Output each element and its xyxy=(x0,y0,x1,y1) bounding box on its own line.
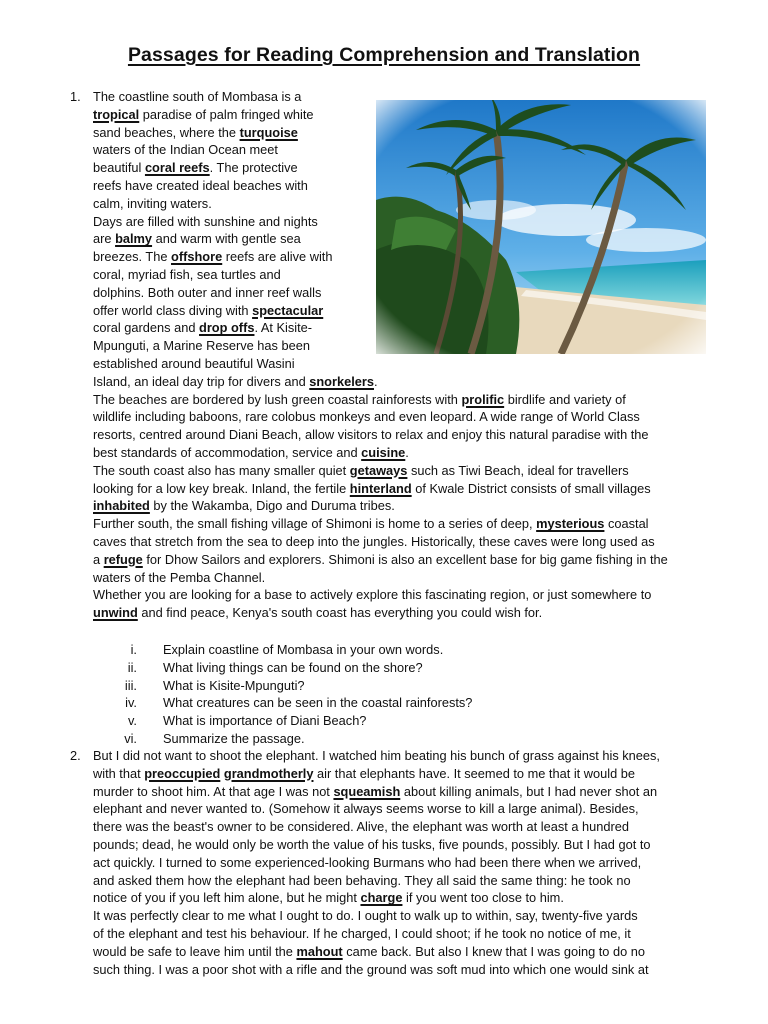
text-span: reefs have created ideal beaches with xyxy=(93,177,308,193)
text-span: Mpunguti, a Marine Reserve has been xyxy=(93,338,310,354)
passage-1-narrow-text xyxy=(93,88,378,391)
text-span: But I did not want to shoot the elephant. I watched him beating his bunch of grass against his knees, xyxy=(93,748,660,763)
text-span: of the elephant and test his behaviour. If he charged, I could shoot; if he took no notice of me, it xyxy=(93,925,631,941)
text-span: Whether you are looking for a base to actively explore this fascinating region, or just somewhere to xyxy=(93,587,652,603)
vocabulary-word: prolific xyxy=(461,391,505,407)
text-span: pounds; dead, he would only be worth the value of his tusks, five pounds, possibly. But I had got to xyxy=(93,836,651,852)
text-span: coral gardens and xyxy=(93,320,199,336)
text-line xyxy=(93,426,723,444)
text-span: birdlife and variety of xyxy=(504,391,626,407)
text-line xyxy=(93,872,723,890)
text-line xyxy=(93,551,723,569)
text-line xyxy=(93,961,723,979)
text-span: dolphins. Both outer and inner reef walls xyxy=(93,284,322,300)
text-span: murder to shoot him. At that age I was not xyxy=(93,783,334,799)
text-span: if you went too close to him. xyxy=(402,890,564,906)
text-span: such as Tiwi Beach, ideal for travellers xyxy=(407,462,629,478)
question-number: ii. xyxy=(127,659,137,675)
text-span: would be safe to leave him until the xyxy=(93,943,297,959)
passage-2-text xyxy=(93,747,723,978)
text-span: sand beaches, where the xyxy=(93,124,240,140)
vocabulary-word: squeamish xyxy=(333,783,401,799)
text-span: coral, myriad fish, sea turtles and xyxy=(93,266,281,282)
text-line xyxy=(93,907,723,925)
vocabulary-word: charge xyxy=(360,890,403,906)
text-line xyxy=(93,533,723,551)
text-line xyxy=(93,88,363,106)
text-span: It was perfectly clear to me what I ought to do. I ought to walk up to within, say, twenty-five yards xyxy=(93,908,638,924)
text-span: The coastline south of Mombasa is a xyxy=(93,89,302,104)
vocabulary-word: cuisine xyxy=(361,444,406,460)
text-line xyxy=(93,943,723,961)
vocabulary-word: snorkelers xyxy=(309,373,374,389)
text-span: there was the beast's owner to be considered. Alive, the elephant was worth at least a hundred xyxy=(93,819,629,835)
question-number: iv. xyxy=(125,695,137,711)
text-line xyxy=(93,586,723,604)
text-span: waters of the Pemba Channel. xyxy=(93,569,266,585)
text-span: The south coast also has many smaller quiet xyxy=(93,462,350,478)
text-span: breezes. The xyxy=(93,249,172,265)
question-text: Summarize the passage. xyxy=(163,731,305,746)
text-line xyxy=(93,480,723,498)
text-line xyxy=(93,747,723,765)
text-span: caves that stretch from the sea to deep into the jungles. Historically, these caves were long used as xyxy=(93,533,655,549)
text-line xyxy=(93,836,723,854)
text-span: and warm with gentle sea xyxy=(152,231,301,247)
beach-palm-photo xyxy=(376,100,706,354)
text-span: . At Kisite- xyxy=(254,320,313,336)
text-span: offer world class diving with xyxy=(93,302,253,318)
text-line xyxy=(93,302,363,320)
question-text: What creatures can be seen in the coastal rainforests? xyxy=(163,695,473,711)
text-line xyxy=(93,195,363,213)
text-line xyxy=(93,497,723,515)
text-line xyxy=(93,248,363,266)
text-span: coastal xyxy=(604,516,649,532)
text-span: looking for a low key break. Inland, the fertile xyxy=(93,480,350,496)
vocabulary-word: grandmotherly xyxy=(223,765,314,781)
text-line xyxy=(93,765,723,783)
text-line xyxy=(93,604,723,622)
text-line xyxy=(93,800,723,818)
question-text: What living things can be found on the shore? xyxy=(163,659,423,675)
text-span: calm, inviting waters. xyxy=(93,195,212,211)
question-number: iii. xyxy=(124,677,137,693)
text-line xyxy=(93,783,723,801)
text-span: act quickly. I turned to some experienced-looking Burmans who had been there when we arrived, xyxy=(93,854,642,870)
text-span: for Dhow Sailors and explorers. Shimoni is also an excellent base for big game fishing in the xyxy=(142,551,668,567)
text-span: . xyxy=(373,373,378,389)
text-line xyxy=(93,337,363,355)
text-line xyxy=(93,854,723,872)
text-line xyxy=(93,230,363,248)
text-line xyxy=(93,889,723,907)
text-line xyxy=(93,925,723,943)
text-line xyxy=(93,462,723,480)
text-line xyxy=(93,444,723,462)
vocabulary-word: spectacular xyxy=(252,302,324,318)
text-line xyxy=(93,124,363,142)
text-line xyxy=(93,355,363,373)
text-span: and asked them how the elephant had been behaving. They all said the same thing: he took no xyxy=(93,872,631,888)
question-text: What is importance of Diani Beach? xyxy=(163,713,367,729)
vocabulary-word: coral reefs xyxy=(144,160,210,176)
passage-2-number: 2. xyxy=(70,748,81,763)
vocabulary-word: getaways xyxy=(349,462,408,478)
text-span: by the Wakamba, Digo and Duruma tribes. xyxy=(149,498,395,514)
vocabulary-word: unwind xyxy=(93,605,138,621)
text-span: . xyxy=(405,444,409,460)
question-number: vi. xyxy=(124,731,137,746)
vocabulary-word: inhabited xyxy=(93,498,150,514)
question-text: What is Kisite-Mpunguti? xyxy=(163,677,305,693)
text-span: wildlife including baboons, rare colobus monkeys and even leopard. A wide range of World Class xyxy=(93,409,640,425)
text-line xyxy=(93,106,363,124)
text-span: Island, an ideal day trip for divers and xyxy=(93,373,310,389)
question-text: Explain coastline of Mombasa in your own words. xyxy=(163,642,444,657)
text-span: about killing animals, but I had never shot an xyxy=(400,783,658,799)
text-line xyxy=(93,569,723,587)
vocabulary-word: mysterious xyxy=(536,516,605,532)
text-span: and find peace, Kenya's south coast has everything you could wish for. xyxy=(137,605,543,621)
text-line xyxy=(93,266,363,284)
text-line xyxy=(93,818,723,836)
question-number: i. xyxy=(130,642,137,657)
text-line xyxy=(93,391,723,409)
text-span: Days are filled with sunshine and nights xyxy=(93,213,318,229)
vocabulary-word: preoccupied xyxy=(144,765,221,781)
text-line xyxy=(93,159,363,177)
text-span: Further south, the small fishing village of Shimoni is home to a series of deep, xyxy=(93,516,537,532)
text-span: paradise of palm fringed white xyxy=(139,106,314,122)
text-line xyxy=(93,515,723,533)
text-line xyxy=(93,408,723,426)
text-span: The beaches are bordered by lush green coastal rainforests with xyxy=(93,391,462,407)
text-span: elephant and never wanted to. (Somehow it always seems worse to kill a large animal). Besides, xyxy=(93,801,639,817)
vocabulary-word: balmy xyxy=(115,231,153,247)
vocabulary-word: hinterland xyxy=(349,480,412,496)
vocabulary-word: mahout xyxy=(296,943,343,959)
text-line xyxy=(93,373,378,391)
text-span: air that elephants have. It seemed to me that it would be xyxy=(313,765,636,781)
text-span: best standards of accommodation, service and xyxy=(93,444,362,460)
question-number: v. xyxy=(127,713,137,729)
text-line xyxy=(93,319,363,337)
text-span: a xyxy=(93,551,104,567)
text-span: with that xyxy=(93,765,145,781)
vocabulary-word: offshore xyxy=(171,249,223,265)
text-span: are xyxy=(93,231,116,247)
text-line xyxy=(93,177,363,195)
text-span: beautiful xyxy=(93,160,145,176)
vocabulary-word: turquoise xyxy=(239,124,298,140)
text-line xyxy=(93,141,363,159)
vocabulary-word: tropical xyxy=(93,106,140,122)
text-span: resorts, centred around Diani Beach, allow visitors to relax and enjoy this natural paradise with the xyxy=(93,427,649,443)
text-span: established around beautiful Wasini xyxy=(93,355,295,371)
text-span: . The protective xyxy=(209,160,298,176)
text-line xyxy=(93,213,363,231)
vocabulary-word: refuge xyxy=(103,551,143,567)
text-span: came back. But also I knew that I was going to do no xyxy=(342,943,645,959)
passage-1-wide-text xyxy=(93,391,723,622)
text-span: of Kwale District consists of small villages xyxy=(411,480,651,496)
vocabulary-word: drop offs xyxy=(199,320,255,336)
text-span: such thing. I was a poor shot with a rifle and the ground was soft mud into which one would sink at xyxy=(93,961,649,977)
passage-1-number: 1. xyxy=(70,89,81,104)
text-line xyxy=(93,284,363,302)
text-span: notice of you if you left him alone, but he might xyxy=(93,890,361,906)
text-span: reefs are alive with xyxy=(222,249,333,265)
page-title: Passages for Reading Comprehension and Translation xyxy=(127,44,641,66)
text-span: waters of the Indian Ocean meet xyxy=(93,142,278,158)
